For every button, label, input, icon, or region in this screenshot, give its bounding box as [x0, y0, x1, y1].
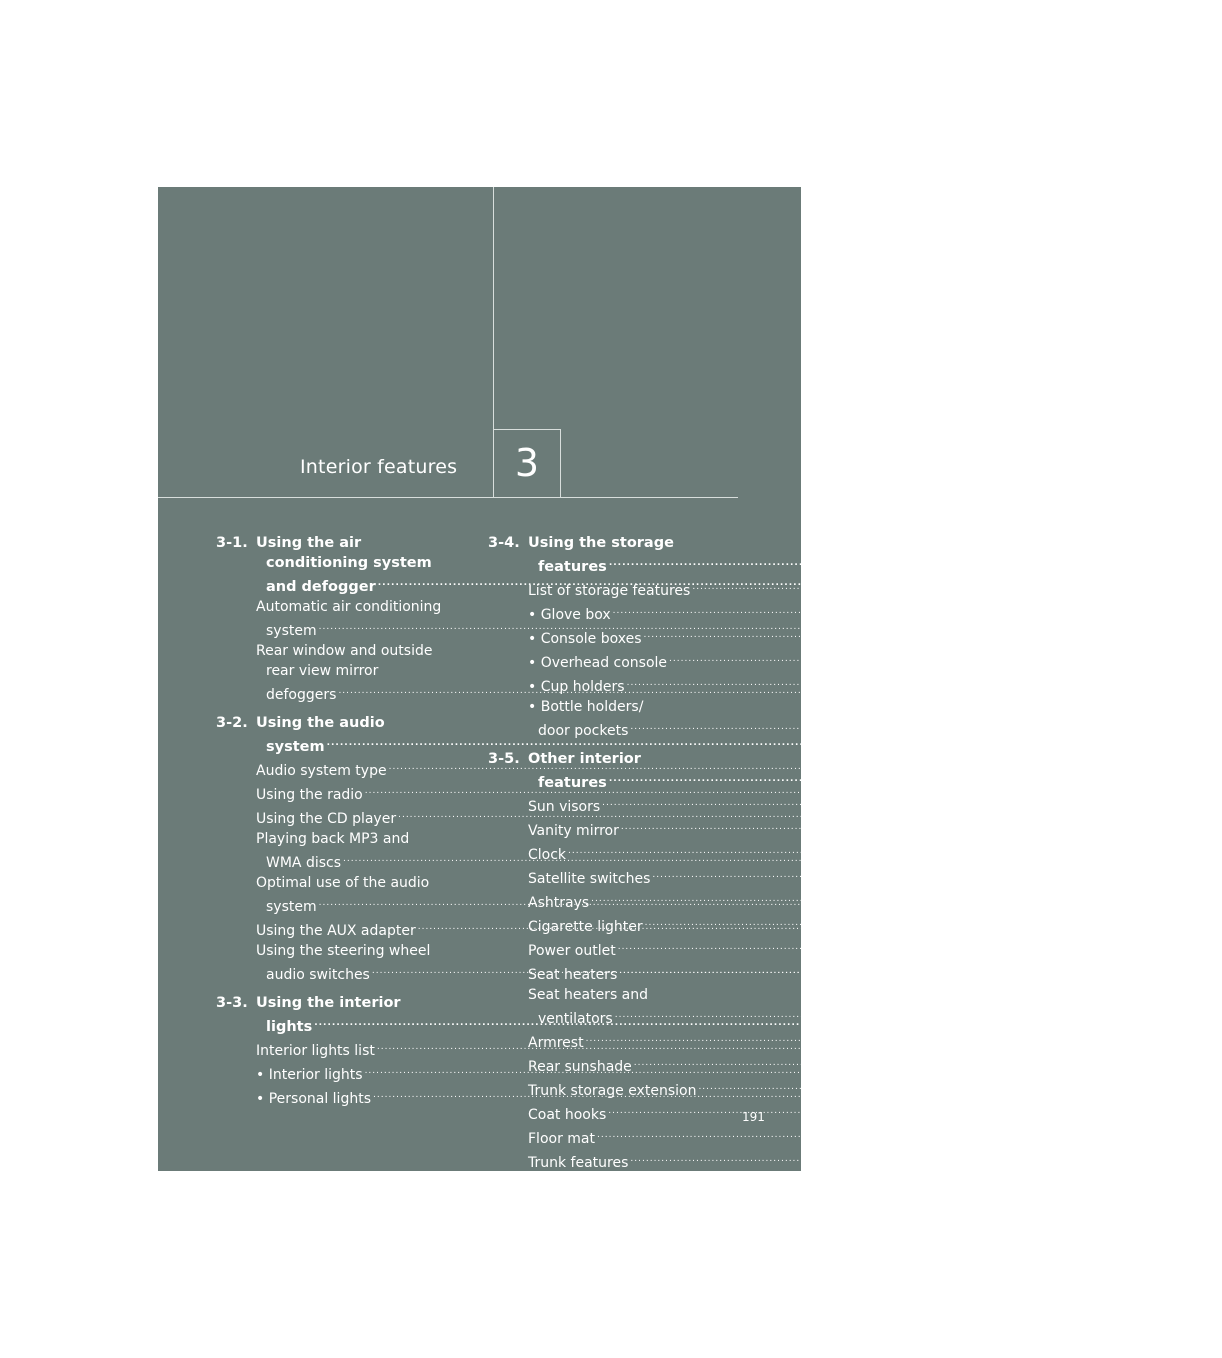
toc-label: Interior lights list — [256, 1043, 375, 1059]
toc-line — [256, 829, 466, 849]
toc-label: system — [266, 739, 325, 755]
toc-page: 204 — [861, 787, 889, 803]
toc-page: 238 — [1166, 655, 1193, 671]
toc-label: features — [538, 775, 607, 791]
toc-item — [528, 601, 1137, 625]
dot-leader — [597, 1125, 1091, 1145]
toc-label: Using the storage — [528, 535, 674, 551]
toc-label: Garage door opener — [528, 1179, 670, 1195]
toc-label: Sun visors — [528, 799, 601, 815]
toc-page: 201 — [895, 739, 926, 755]
dot-leader — [652, 865, 1146, 885]
toc-page: 260 — [1094, 1131, 1121, 1147]
dot-leader — [630, 717, 1124, 737]
toc-label: Using the AUX adapter — [256, 923, 416, 939]
toc-label: Ashtrays — [528, 895, 590, 911]
toc-item — [528, 1173, 1196, 1197]
toc-line — [528, 1173, 1196, 1197]
toc-page: 248 — [1088, 895, 1116, 911]
toc-label: Clock — [528, 847, 567, 863]
dot-leader — [609, 553, 1175, 573]
toc-label: and defogger — [266, 579, 376, 595]
toc-item — [528, 649, 1193, 673]
dot-leader — [586, 1029, 1080, 1049]
toc-label: system — [266, 899, 317, 915]
dot-leader — [671, 1173, 1165, 1193]
toc-label: Using the steering wheel — [256, 943, 431, 959]
toc-page: 243 — [1118, 823, 1145, 839]
toc-line — [256, 641, 466, 661]
toc-page: 236 — [1109, 607, 1137, 623]
section-number: 3-5. — [488, 751, 520, 767]
toc-line — [528, 1149, 1155, 1173]
toc-page: 253 — [1111, 1011, 1139, 1027]
toc-label: Audio system type — [256, 763, 387, 779]
toc-label: lights — [266, 1019, 313, 1035]
chapter-title: Interior features — [300, 456, 458, 478]
toc-line — [528, 697, 738, 717]
toc-page: 258 — [1195, 1083, 1222, 1099]
toc-label: Playing back MP3 and — [256, 831, 410, 847]
toc-page: 200 — [835, 687, 863, 703]
toc-label: Compass — [528, 1203, 593, 1219]
toc-line — [528, 717, 1155, 741]
toc-line — [256, 661, 466, 681]
dot-leader — [645, 913, 1139, 933]
toc-line — [256, 597, 466, 617]
dot-leader — [615, 1005, 1109, 1025]
toc-label: audio switches — [266, 967, 370, 983]
toc-page: 256 — [1130, 1059, 1158, 1075]
toc-page: 259 — [1105, 1107, 1133, 1123]
dot-leader — [613, 601, 1107, 621]
toc-line — [528, 769, 1208, 793]
toc-page: 237 — [1140, 631, 1168, 647]
toc-page: 217 — [840, 855, 867, 871]
toc-label: Other interior — [528, 751, 641, 767]
toc-line — [528, 985, 738, 1005]
dot-leader — [594, 1197, 1088, 1217]
toc-label: features — [538, 559, 607, 575]
toc-page: 242 — [1177, 775, 1208, 791]
toc-page: 242 — [1099, 799, 1127, 815]
toc-page: 249 — [1141, 919, 1169, 935]
dot-leader — [602, 793, 1096, 813]
toc-label: Vanity mirror — [528, 823, 619, 839]
toc-label: Trunk storage extension — [528, 1083, 697, 1099]
toc-page: 236 — [1189, 583, 1217, 599]
section-title — [528, 749, 1208, 793]
toc-page: 245 — [1149, 871, 1177, 887]
vertical-divider — [493, 187, 494, 429]
toc-line — [256, 941, 466, 961]
toc-item — [528, 1197, 1118, 1221]
toc-label: Armrest — [528, 1035, 584, 1051]
toc-item — [528, 865, 1177, 889]
toc-label: Seat heaters — [528, 967, 618, 983]
toc-line — [528, 1125, 1121, 1149]
toc-page: 192 — [946, 579, 977, 595]
toc-page: 229 — [869, 967, 896, 983]
toc-page: 269 — [1091, 1203, 1118, 1219]
toc-label: door pockets — [538, 723, 629, 739]
toc-label: Using the audio — [256, 715, 385, 731]
dot-leader — [568, 841, 1062, 861]
toc-page: 201 — [885, 763, 913, 779]
section-title — [528, 533, 1208, 577]
toc-label: system — [266, 623, 317, 639]
dot-leader — [591, 889, 1085, 909]
dot-leader — [608, 1101, 1102, 1121]
toc-label: Seat heaters and — [528, 987, 649, 1003]
toc-label: defoggers — [266, 687, 337, 703]
toc-label: Automatic air conditioning — [256, 599, 442, 615]
toc-label: • Cup holders — [528, 679, 625, 695]
toc-label: Using the CD player — [256, 811, 397, 827]
toc-page: 244 — [1065, 847, 1092, 863]
toc-item — [528, 1149, 1155, 1173]
toc-page: 234 — [870, 1091, 897, 1107]
toc-page: 255 — [1082, 1035, 1110, 1051]
section-number: 3-1. — [216, 535, 248, 551]
toc-page: 264 — [1168, 1179, 1196, 1195]
section-number: 3-3. — [216, 995, 248, 1011]
toc-label: List of storage features — [528, 583, 691, 599]
toc-label: • Bottle holders/ — [528, 699, 644, 715]
dot-leader — [634, 1053, 1128, 1073]
toc-label: conditioning system — [266, 555, 432, 571]
toc-page: 231 — [874, 1043, 901, 1059]
chapter-number: 3 — [493, 429, 561, 497]
dot-leader — [621, 817, 1115, 837]
toc-label: • Personal lights — [256, 1091, 371, 1107]
toc-line — [528, 553, 1208, 577]
section-number: 3-2. — [216, 715, 248, 731]
section-number: 3-4. — [488, 535, 520, 551]
toc-line — [528, 649, 1193, 673]
toc-line — [528, 533, 1208, 553]
toc-label: Satellite switches — [528, 871, 651, 887]
toc-line — [256, 873, 466, 893]
toc-page: 239 — [1123, 679, 1151, 695]
toc-label: Using the interior — [256, 995, 401, 1011]
toc-label: Rear window and outside — [256, 643, 433, 659]
toc-label: ventilators — [538, 1011, 613, 1027]
toc-label: WMA discs — [266, 855, 342, 871]
dot-leader — [692, 577, 1186, 597]
toc-page: 225 — [815, 899, 843, 915]
toc-label: Cigarette lighter — [528, 919, 643, 935]
horizontal-divider — [158, 497, 738, 498]
toc-item — [528, 1125, 1121, 1149]
toc-label: • Console boxes — [528, 631, 642, 647]
toc-line — [528, 601, 1137, 625]
toc-line — [528, 865, 1177, 889]
toc-line — [528, 937, 1142, 961]
dot-leader — [698, 1077, 1192, 1097]
dot-leader — [609, 769, 1175, 789]
toc-label: Power outlet — [528, 943, 616, 959]
toc-page: 192 — [815, 623, 843, 639]
toc-label: Using the radio — [256, 787, 363, 803]
dot-leader — [619, 961, 1113, 981]
page-number: 191 — [742, 1110, 765, 1124]
toc-page: 228 — [914, 923, 942, 939]
toc-page: 211 — [895, 811, 923, 827]
toc-label: Floor mat — [528, 1131, 595, 1147]
toc-label: • Overhead console — [528, 655, 668, 671]
dot-leader — [618, 937, 1112, 957]
toc-label: Coat hooks — [528, 1107, 607, 1123]
section-heading — [488, 533, 1208, 577]
toc-item — [528, 697, 1155, 741]
toc-page: 250 — [1114, 943, 1142, 959]
dot-leader — [669, 649, 1163, 669]
toc-label: Optimal use of the audio — [256, 875, 430, 891]
toc-page: 241 — [1127, 723, 1155, 739]
toc-label: Trunk features — [528, 1155, 629, 1171]
toc-page: 261 — [1127, 1155, 1155, 1171]
toc-label: rear view mirror — [266, 663, 379, 679]
dot-leader — [644, 625, 1138, 645]
dot-leader — [630, 1149, 1124, 1169]
toc-label: Rear sunshade — [528, 1059, 632, 1075]
toc-label: Using the air — [256, 535, 362, 551]
toc-page: 234 — [861, 1067, 889, 1083]
toc-label: • Glove box — [528, 607, 611, 623]
toc-page: 251 — [1116, 967, 1144, 983]
toc-page: 236 — [1177, 559, 1208, 575]
dot-leader — [627, 673, 1121, 693]
toc-page: 231 — [882, 1019, 914, 1035]
toc-label: • Interior lights — [256, 1067, 363, 1083]
toc-line — [528, 1197, 1118, 1221]
toc-line — [528, 749, 1208, 769]
toc-item — [528, 937, 1142, 961]
